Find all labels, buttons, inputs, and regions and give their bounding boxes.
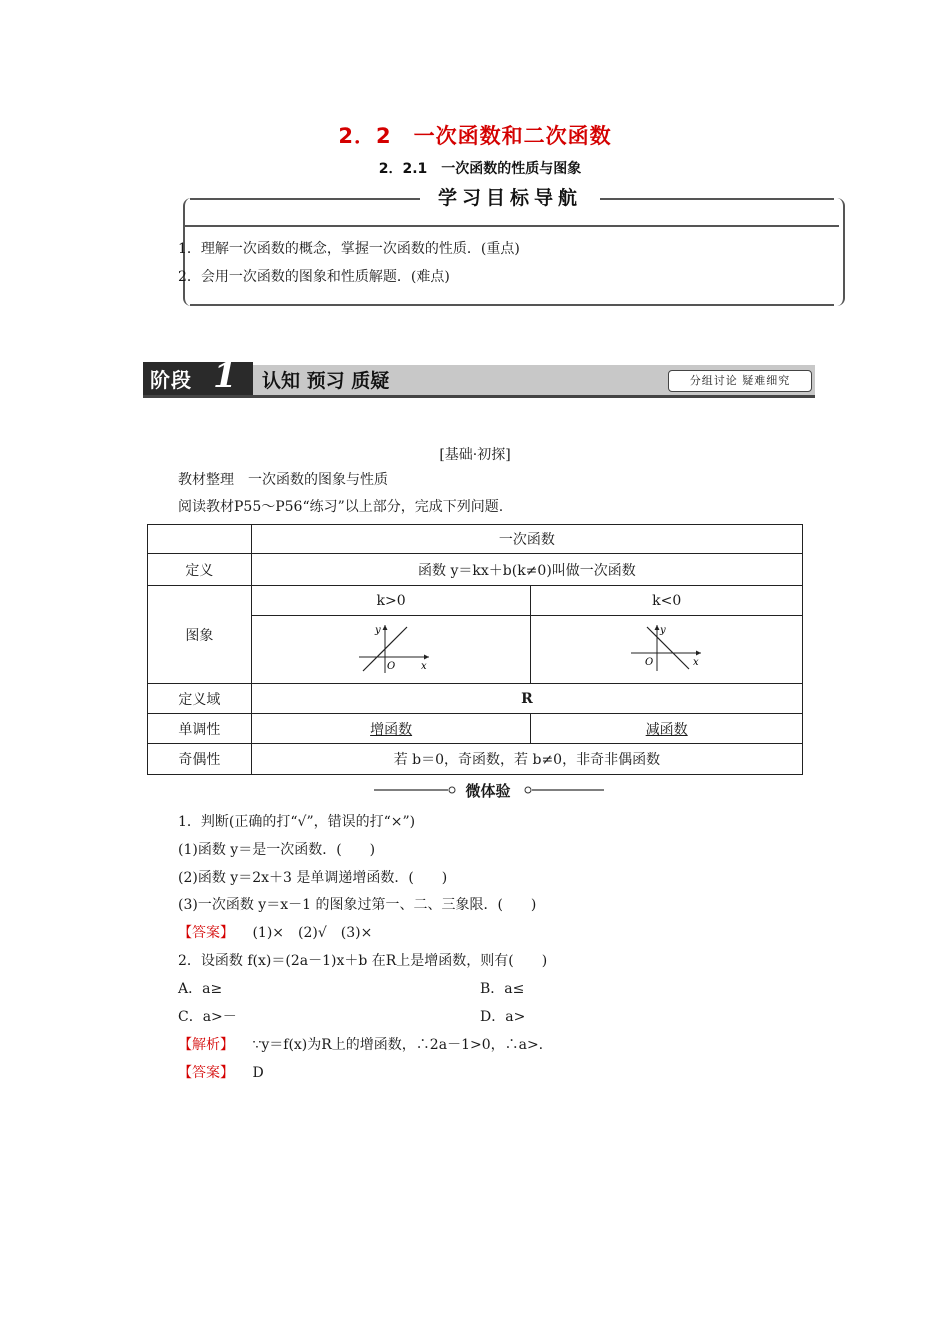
graph-increasing-cell bbox=[251, 616, 531, 684]
goals-header: 学习目标导航 bbox=[420, 183, 600, 213]
graph-increasing bbox=[351, 621, 431, 675]
stage-label: 阶段 bbox=[150, 368, 192, 392]
goals-bottom-rule bbox=[190, 304, 834, 306]
answer-2-value: D bbox=[252, 1065, 264, 1081]
linear-function-table bbox=[147, 524, 803, 775]
question-1-3: (3)一次函数 y＝x－1 的图象过第一、二、三象限．( ) bbox=[178, 897, 537, 913]
option-b: B．a≤ bbox=[480, 981, 525, 997]
stage-tag: 分组讨论 疑难细究 bbox=[668, 370, 812, 392]
x-axis-arrow bbox=[424, 654, 429, 659]
monotonicity-increasing bbox=[251, 714, 531, 744]
section-heading: 教材整理 一次函数的图象与性质 bbox=[178, 472, 388, 488]
mini-header: 微体验 bbox=[465, 782, 511, 800]
option-c: C．a>－ bbox=[178, 1009, 237, 1025]
graph-label: 图象 bbox=[148, 586, 252, 684]
monotonicity-decreasing bbox=[531, 714, 803, 744]
stage-title: 认知 预习 质疑 bbox=[262, 370, 390, 392]
graph-decreasing-cell bbox=[531, 616, 803, 684]
x-axis-arrow bbox=[696, 650, 701, 655]
graph-decreasing bbox=[627, 621, 707, 675]
decreasing-text: 减函数 bbox=[645, 721, 688, 738]
increasing-text: 增函数 bbox=[370, 721, 413, 738]
goal-item-2: 2．会用一次函数的图象和性质解题．(难点) bbox=[178, 269, 450, 285]
option-a: A．a≥ bbox=[178, 981, 223, 997]
section-instruction: 阅读教材P55～P56“练习”以上部分，完成下列问题. bbox=[178, 499, 504, 515]
domain-label: 定义域 bbox=[148, 684, 252, 714]
analysis-text: ∵y＝f(x)为R上的增函数，∴2a－1>0，∴a>. bbox=[252, 1037, 544, 1053]
answer-1-row bbox=[178, 922, 372, 942]
question-1-2: (2)函数 y＝2x＋3 是单调递增函数．( ) bbox=[178, 870, 448, 886]
monotonicity-label: 单调性 bbox=[148, 714, 252, 744]
analysis-label: 【解析】 bbox=[178, 1037, 234, 1053]
option-d: D．a> bbox=[480, 1009, 526, 1025]
answer-1-value: (1)× (2)√ (3)× bbox=[252, 925, 373, 941]
section-tag: [基础·初探] bbox=[439, 447, 511, 463]
answer-2-label: 【答案】 bbox=[178, 1065, 234, 1081]
k-negative-label: k<0 bbox=[531, 586, 803, 616]
graph-x-label: x bbox=[421, 660, 427, 672]
question-1: 1．判断(正确的打“√”，错误的打“×”) bbox=[178, 814, 416, 830]
y-axis-arrow bbox=[654, 625, 659, 630]
parity-value: 若 b＝0，奇函数，若 b≠0，非奇非偶函数 bbox=[251, 744, 802, 775]
y-axis-arrow bbox=[383, 625, 388, 630]
question-2: 2．设函数 f(x)＝(2a－1)x＋b 在R上是增函数，则有( ) bbox=[178, 953, 548, 969]
parity-label: 奇偶性 bbox=[148, 744, 252, 775]
table-corner bbox=[148, 525, 252, 554]
k-positive-label: k>0 bbox=[251, 586, 531, 616]
question-1-1: (1)函数 y＝是一次函数．( ) bbox=[178, 842, 376, 858]
graph-y-label: y bbox=[375, 624, 381, 636]
graph-x-label: x bbox=[692, 656, 699, 668]
answer-1-label: 【答案】 bbox=[178, 925, 234, 941]
page-title: 2．2 一次函数和二次函数 bbox=[338, 124, 612, 148]
graph-origin-label: O bbox=[644, 656, 653, 668]
goals-mid-rule bbox=[185, 225, 839, 227]
stage-number: 1 bbox=[213, 356, 237, 396]
goal-item-1: 1．理解一次函数的概念，掌握一次函数的性质．(重点) bbox=[178, 241, 520, 257]
definition-value: 函数 y＝kx＋b(k≠0)叫做一次函数 bbox=[251, 554, 802, 586]
analysis-row bbox=[178, 1034, 543, 1054]
table-col-header: 一次函数 bbox=[251, 525, 802, 554]
graph-origin-label: O bbox=[387, 660, 396, 672]
graph-y-label: y bbox=[659, 624, 666, 636]
graph-line-decreasing bbox=[644, 624, 689, 669]
domain-value: R bbox=[251, 684, 802, 714]
answer-2-row bbox=[178, 1062, 264, 1082]
definition-label: 定义 bbox=[148, 554, 252, 586]
page-subtitle: 2．2.1 一次函数的性质与图象 bbox=[378, 161, 582, 177]
